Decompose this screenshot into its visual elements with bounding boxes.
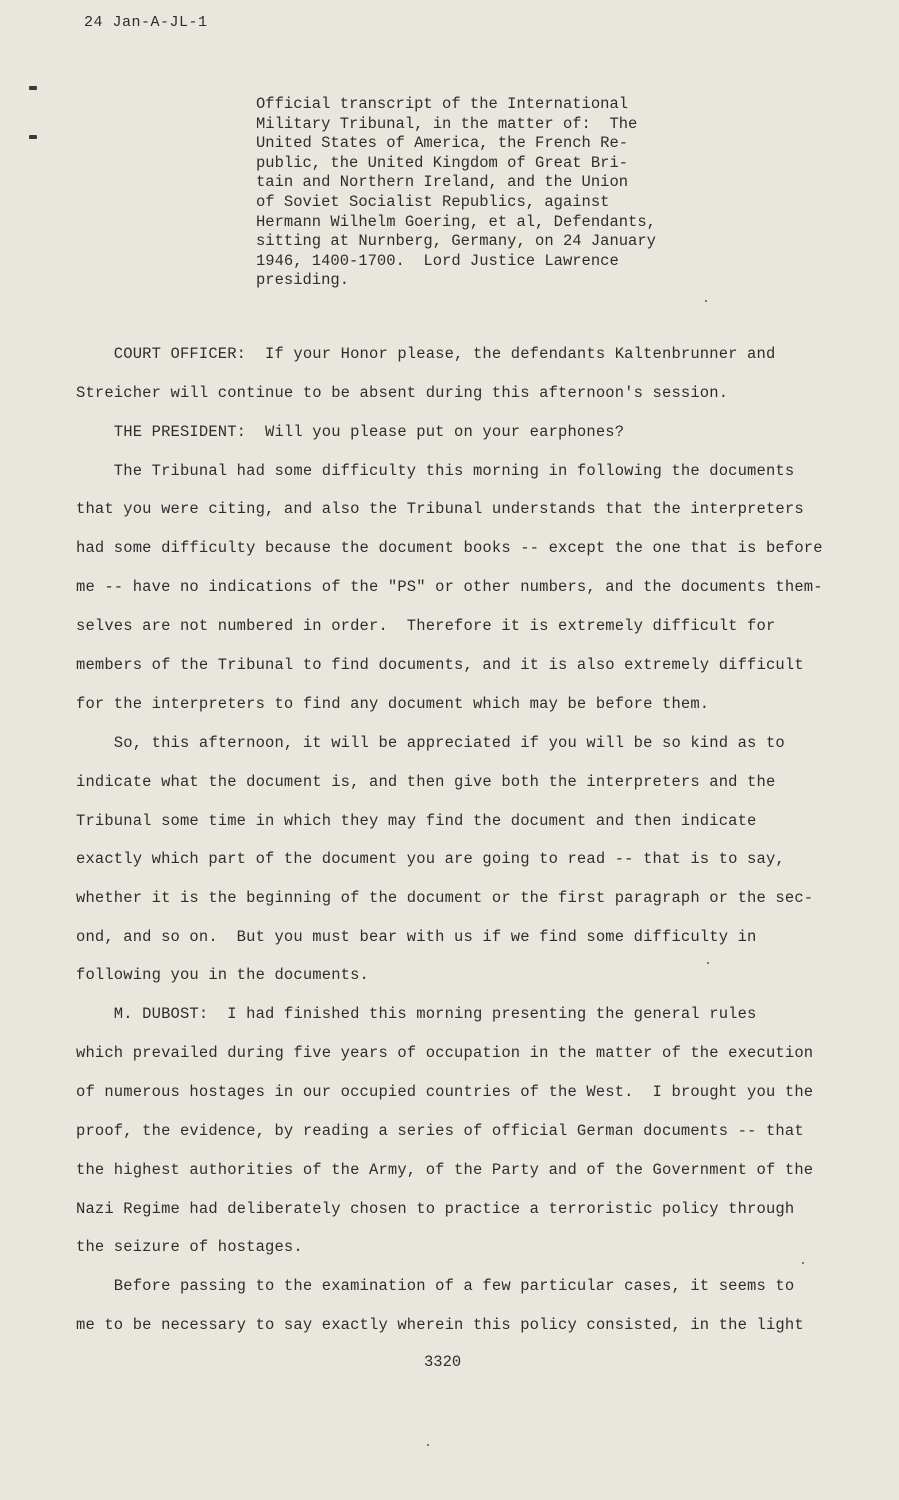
body-line: me -- have no indications of the "PS" or other numbers, and the documents them- <box>76 578 823 596</box>
body-line: Tribunal some time in which they may find the document and then indicate <box>76 812 757 830</box>
body-line: the highest authorities of the Army, of the Party and of the Government of the <box>76 1161 814 1179</box>
body-line: COURT OFFICER: If your Honor please, the defendants Kaltenbrunner and <box>76 345 776 363</box>
body-line: had some difficulty because the document books -- except the one that is before <box>76 539 823 557</box>
caption-line: Hermann Wilhelm Goering, et al, Defendants, <box>256 212 656 231</box>
caption-line: Official transcript of the International <box>256 95 629 113</box>
transcript-caption <box>256 95 726 291</box>
caption-line: presiding. <box>256 271 350 290</box>
body-line: ond, and so on. But you must bear with us if we find some difficulty in <box>76 928 757 946</box>
body-line: Nazi Regime had deliberately chosen to practice a terroristic policy through <box>76 1200 795 1218</box>
body-line: So, this afternoon, it will be appreciated if you will be so kind as to <box>76 734 785 752</box>
body-line: Streicher will continue to be absent during this afternoon's session. <box>76 384 729 402</box>
body-line: the seizure of hostages. <box>76 1238 303 1256</box>
caption-line: United States of America, the French Re- <box>256 134 629 153</box>
paper-speck <box>705 300 707 302</box>
body-line: selves are not numbered in order. Therefore it is extremely difficult for <box>76 617 776 635</box>
caption-line: 1946, 1400-1700. Lord Justice Lawrence <box>256 251 619 270</box>
page-number: 3320 <box>424 1353 462 1371</box>
margin-mark <box>29 135 37 139</box>
body-line: for the interpreters to find any document which may be before them. <box>76 695 710 713</box>
margin-mark <box>29 86 37 90</box>
body-line: M. DUBOST: I had finished this morning presenting the general rules <box>76 1005 757 1023</box>
caption-line: tain and Northern Ireland, and the Union <box>256 173 629 192</box>
document-id: 24 Jan-A-JL-1 <box>84 14 208 31</box>
body-line: whether it is the beginning of the document or the first paragraph or the sec- <box>76 889 814 907</box>
paper-speck <box>427 1444 429 1446</box>
body-line: following you in the documents. <box>76 966 369 984</box>
caption-line: sitting at Nurnberg, Germany, on 24 January <box>256 232 656 251</box>
body-line: members of the Tribunal to find documents, and it is also extremely difficult <box>76 656 804 674</box>
paper-speck <box>802 1262 804 1264</box>
body-line: The Tribunal had some difficulty this morning in following the documents <box>76 462 795 480</box>
body-line: that you were citing, and also the Tribunal understands that the interpreters <box>76 500 804 518</box>
caption-line: public, the United Kingdom of Great Bri- <box>256 153 629 172</box>
body-line: me to be necessary to say exactly wherein this policy consisted, in the light <box>76 1316 804 1334</box>
body-line: of numerous hostages in our occupied countries of the West. I brought you the <box>76 1083 814 1101</box>
body-line: indicate what the document is, and then give both the interpreters and the <box>76 773 776 791</box>
caption-line: Military Tribunal, in the matter of: The <box>256 114 638 133</box>
body-line: exactly which part of the document you are going to read -- that is to say, <box>76 850 785 868</box>
body-line: THE PRESIDENT: Will you please put on your earphones? <box>76 423 625 441</box>
body-line: Before passing to the examination of a few particular cases, it seems to <box>76 1277 795 1295</box>
caption-line: of Soviet Socialist Republics, against <box>256 192 610 211</box>
paper-speck <box>707 962 709 964</box>
body-line: proof, the evidence, by reading a series of official German documents -- that <box>76 1122 804 1140</box>
body-line: which prevailed during five years of occupation in the matter of the execution <box>76 1044 814 1062</box>
